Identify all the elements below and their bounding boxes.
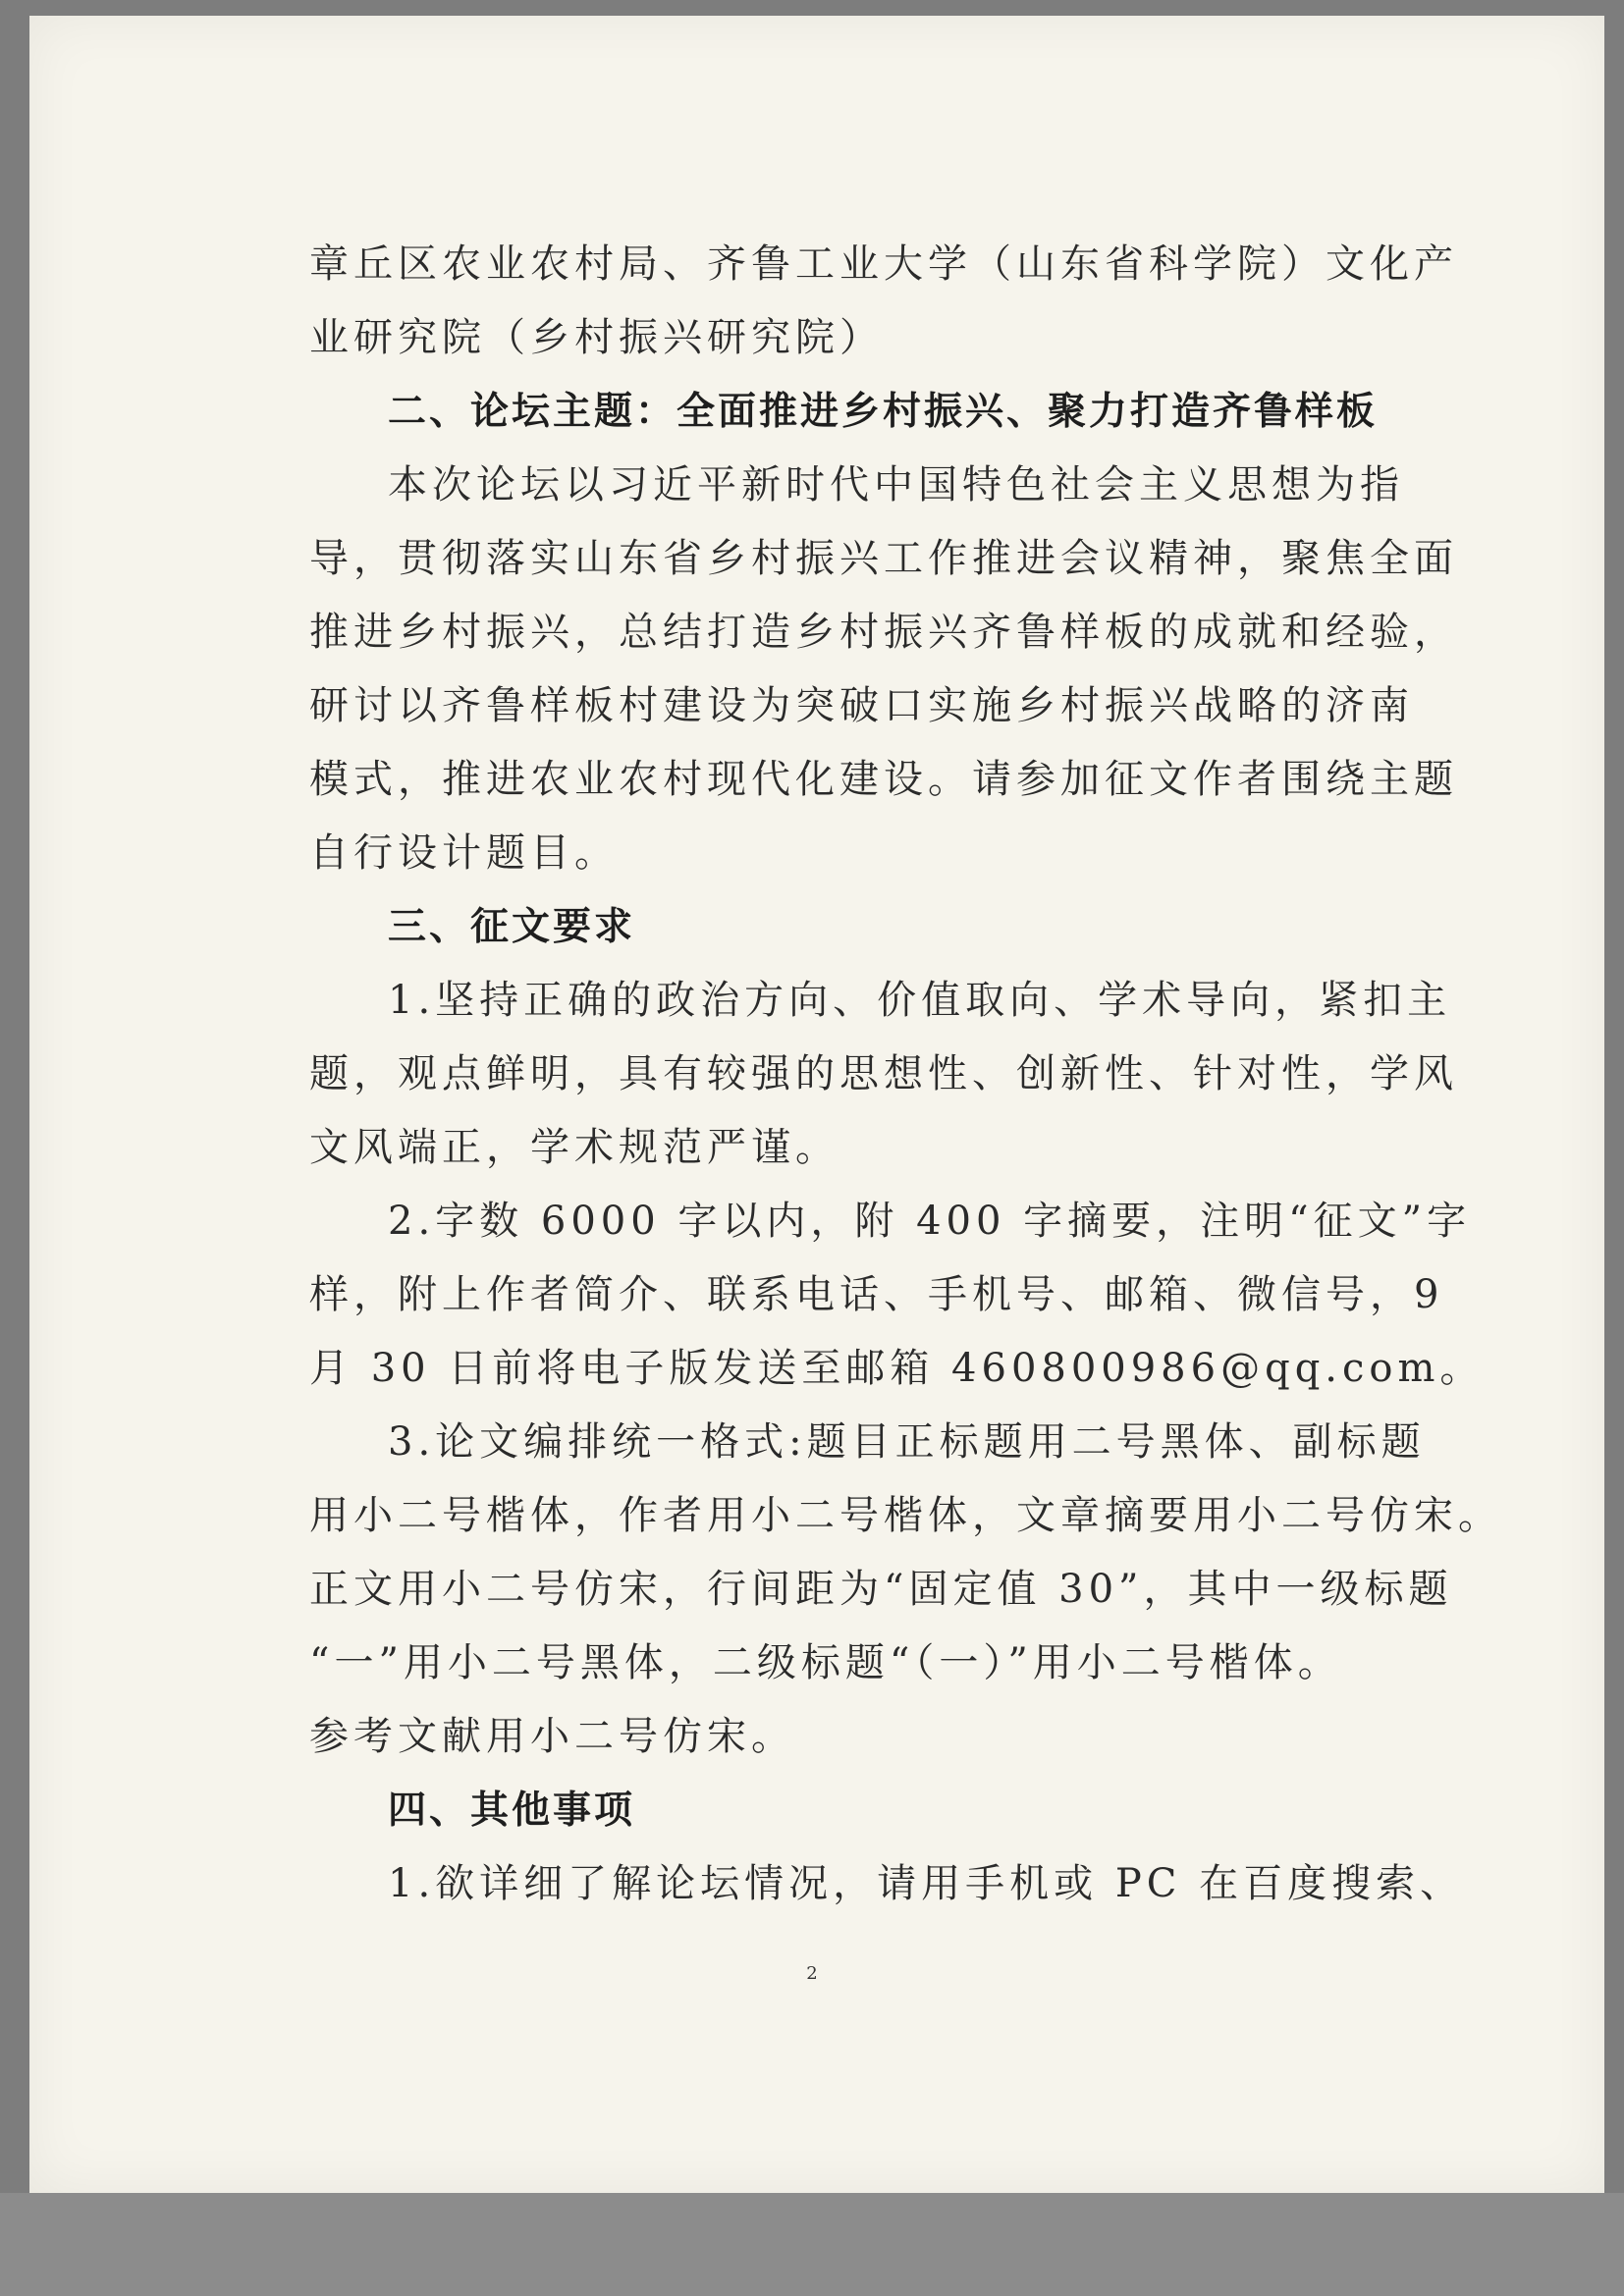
text-line: 模式，推进农业农村现代化建设。请参加征文作者围绕主题 <box>309 757 1458 802</box>
text-line: “一”用小二号黑体，二级标题“（一）”用小二号楷体。 <box>309 1640 1342 1685</box>
text-line: 题，观点鲜明，具有较强的思想性、创新性、针对性，学风 <box>309 1051 1458 1096</box>
text-line: 业研究院（乡村振兴研究院） <box>309 315 884 360</box>
text-line: 章丘区农业农村局、齐鲁工业大学（山东省科学院）文化产 <box>309 241 1458 287</box>
text-line: 文风端正，学术规范严谨。 <box>309 1125 839 1170</box>
text-line: 参考文献用小二号仿宋。 <box>309 1714 795 1759</box>
text-line: 本次论坛以习近平新时代中国特色社会主义思想为指 <box>388 462 1404 507</box>
scan-bottom-edge <box>0 2193 1624 2296</box>
text-line: 研讨以齐鲁样板村建设为突破口实施乡村振兴战略的济南 <box>309 683 1414 728</box>
text-line: 2.字数 6000 字以内，附 400 字摘要，注明“征文”字 <box>388 1199 1472 1244</box>
text-line: 月 30 日前将电子版发送至邮箱 460800986@qq.com。 <box>309 1346 1485 1391</box>
text-line: 1.坚持正确的政治方向、价值取向、学术导向，紧扣主 <box>388 978 1452 1023</box>
text-line: 样，附上作者简介、联系电话、手机号、邮箱、微信号，9 <box>309 1272 1444 1317</box>
text-line: 用小二号楷体，作者用小二号楷体，文章摘要用小二号仿宋。 <box>309 1493 1502 1538</box>
text-line: 导，贯彻落实山东省乡村振兴工作推进会议精神，聚焦全面 <box>309 536 1458 581</box>
section-heading-requirements: 三、征文要求 <box>388 905 636 949</box>
text-line: 3.论文编排统一格式:题目正标题用二号黑体、副标题 <box>388 1419 1426 1465</box>
section-heading-theme: 二、论坛主题：全面推进乡村振兴、聚力打造齐鲁样板 <box>388 390 1379 434</box>
page-number: 2 <box>806 1963 818 1984</box>
document-body <box>309 228 1502 1921</box>
text-line: 1.欲详细了解论坛情况，请用手机或 PC 在百度搜索、 <box>388 1861 1465 1906</box>
section-heading-other: 四、其他事项 <box>388 1789 636 1833</box>
text-line: 正文用小二号仿宋，行间距为“固定值 30”，其中一级标题 <box>309 1567 1453 1612</box>
text-line: 推进乡村振兴，总结打造乡村振兴齐鲁样板的成就和经验， <box>309 610 1458 655</box>
text-line: 自行设计题目。 <box>309 830 619 876</box>
